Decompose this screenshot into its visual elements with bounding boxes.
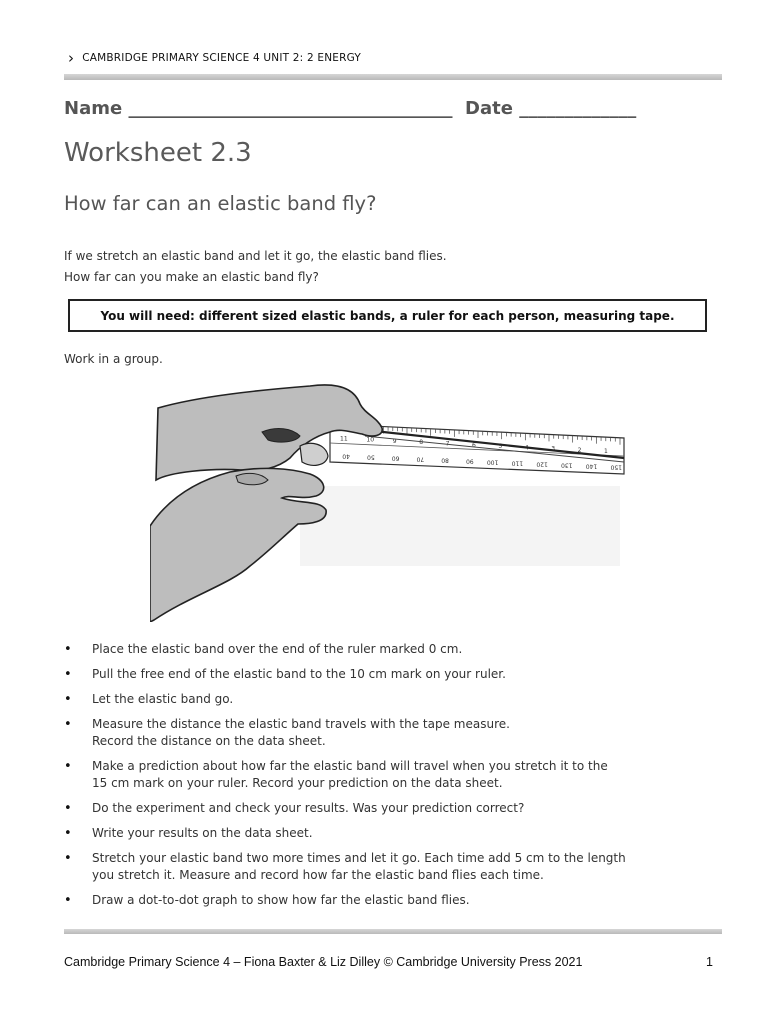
ruler-top-label: 7 <box>445 440 450 448</box>
hand-ruler-illustration <box>150 376 630 622</box>
page-number: 1 <box>706 955 713 969</box>
ruler-top-label: 2 <box>577 446 582 454</box>
header-divider <box>64 74 722 80</box>
ruler-top-label: 3 <box>551 445 556 453</box>
instruction-list <box>64 641 704 909</box>
ruler-bottom-label: 130 <box>561 461 573 469</box>
ruler-bottom-label: 90 <box>465 457 474 465</box>
ruler-bottom-label: 150 <box>610 463 622 471</box>
list-item: • Make a prediction about how far the elastic band will travel when you stretch it to the 15 cm mark on your ruler. Record your prediction on the data sheet. <box>64 758 704 792</box>
ruler-top-label: 10 <box>366 436 375 444</box>
ruler-bottom-label: 100 <box>486 458 499 466</box>
breadcrumb <box>68 49 362 67</box>
name-date-line <box>64 98 636 119</box>
ruler-top-label: 8 <box>419 439 424 447</box>
ruler-bottom-label: 120 <box>536 460 548 468</box>
ruler-bottom-label: 50 <box>367 453 375 461</box>
ruler-top-label: 9 <box>392 437 397 445</box>
breadcrumb-text: CAMBRIDGE PRIMARY SCIENCE 4 UNIT 2: 2 ENERGY <box>82 52 362 64</box>
list-item: • Draw a dot-to-dot graph to show how far the elastic band flies. <box>64 892 704 909</box>
intro-text <box>64 246 447 288</box>
date-blank[interactable]: _____________ <box>519 98 637 119</box>
ruler-bottom-label: 70 <box>416 455 425 463</box>
list-item: • Let the elastic band go. <box>64 691 704 708</box>
page-subtitle: How far can an elastic band fly? <box>64 192 377 215</box>
page-title: Worksheet 2.3 <box>64 138 252 168</box>
intro-line-2: How far can you make an elastic band fly? <box>64 270 319 284</box>
ruler-top-label: 11 <box>340 435 348 443</box>
you-will-need-text: You will need: different sized elastic bands, a ruler for each person, measuring tape. <box>100 308 675 323</box>
name-label: Name <box>64 98 123 119</box>
lower-hand <box>150 468 326 622</box>
ruler-top-label: 4 <box>524 444 529 452</box>
ruler-bottom-label: 60 <box>391 454 400 462</box>
footer-credit: Cambridge Primary Science 4 – Fiona Baxter & Liz Dilley © Cambridge University Press 2021 <box>64 955 583 969</box>
list-item: • Stretch your elastic band two more times and let it go. Each time add 5 cm to the length you stretch it. Measure and record how far the elastic band flies each time. <box>64 850 704 884</box>
ruler-bottom-label: 80 <box>441 456 449 464</box>
group-instruction: Work in a group. <box>64 352 163 366</box>
ruler-bottom-label: 110 <box>511 459 524 467</box>
footer-divider <box>64 929 722 934</box>
ruler-bottom-label: 40 <box>342 452 350 460</box>
list-item: • Measure the distance the elastic band travels with the tape measure. Record the distance on the data sheet. <box>64 716 704 750</box>
list-item: • Pull the free end of the elastic band to the 10 cm mark on your ruler. <box>64 666 704 683</box>
list-item: • Do the experiment and check your results. Was your prediction correct? <box>64 800 704 817</box>
ruler-top-label: 6 <box>472 441 476 449</box>
ruler-bottom-label: 140 <box>585 462 598 470</box>
you-will-need-box <box>68 299 707 332</box>
list-item: • Place the elastic band over the end of the ruler marked 0 cm. <box>64 641 704 658</box>
ruler-top-label: 5 <box>498 443 503 451</box>
list-item: • Write your results on the data sheet. <box>64 825 704 842</box>
chevron-right-icon: › <box>68 49 75 67</box>
date-label: Date <box>465 98 513 119</box>
intro-line-1: If we stretch an elastic band and let it go, the elastic band flies. <box>64 249 447 263</box>
ruler-top-label: 1 <box>604 448 608 456</box>
name-blank[interactable]: ____________________________________ <box>128 98 453 119</box>
